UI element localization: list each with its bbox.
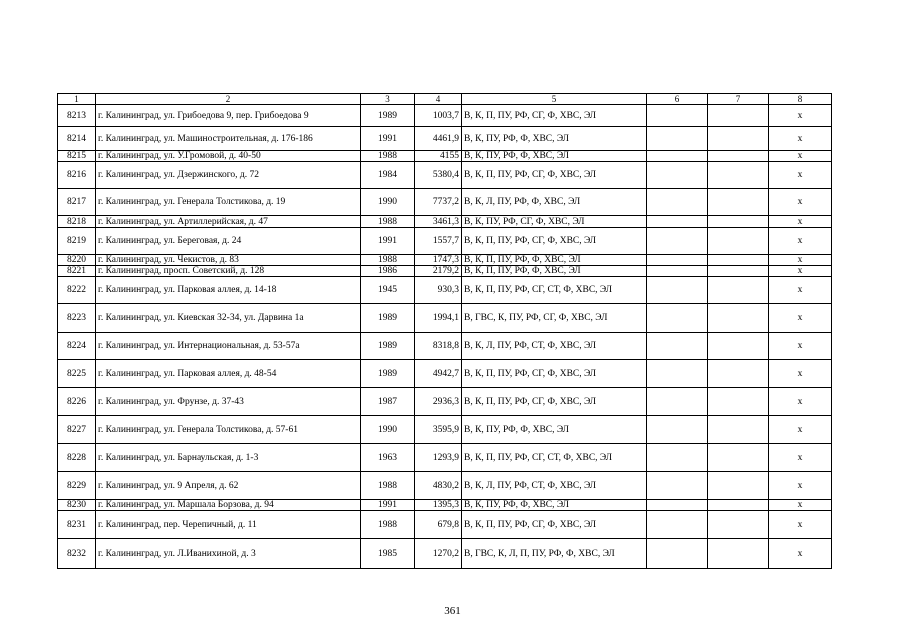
header-col-6: 6	[647, 94, 708, 105]
col-8-cell: х	[769, 127, 832, 151]
area-cell: 930,3	[415, 277, 462, 304]
row-number-cell: 8213	[58, 105, 96, 127]
row-number-cell: 8219	[58, 228, 96, 255]
col-7-cell	[708, 360, 769, 388]
year-cell: 1988	[361, 511, 415, 539]
year-cell: 1987	[361, 388, 415, 416]
address-cell: г. Калининград, пер. Черепичный, д. 11	[96, 511, 361, 539]
table-body	[58, 94, 832, 569]
col-7-cell	[708, 539, 769, 569]
equipment-cell: В, К, П, ПУ, РФ, СГ, Ф, ХВС, ЭЛ	[462, 105, 647, 127]
address-cell: г. Калининград, ул. Грибоедова 9, пер. Грибоедова 9	[96, 105, 361, 127]
col-7-cell	[708, 189, 769, 216]
table-row	[58, 105, 832, 127]
table-row	[58, 388, 832, 416]
header-col-7: 7	[708, 94, 769, 105]
col-8-cell: х	[769, 388, 832, 416]
area-cell: 8318,8	[415, 333, 462, 360]
table-row	[58, 360, 832, 388]
row-number-cell: 8225	[58, 360, 96, 388]
address-cell: г. Калининград, ул. Дзержинского, д. 72	[96, 162, 361, 189]
col-7-cell	[708, 304, 769, 333]
year-cell: 1988	[361, 216, 415, 228]
col-8-cell: х	[769, 500, 832, 511]
table-row	[58, 255, 832, 266]
header-col-8: 8	[769, 94, 832, 105]
year-cell: 1945	[361, 277, 415, 304]
area-cell: 3595,9	[415, 416, 462, 444]
table-row	[58, 444, 832, 472]
col-6-cell	[647, 500, 708, 511]
year-cell: 1990	[361, 189, 415, 216]
year-cell: 1990	[361, 416, 415, 444]
col-8-cell: х	[769, 539, 832, 569]
address-cell: г. Калининград, ул. 9 Апреля, д. 62	[96, 472, 361, 500]
row-number-cell: 8230	[58, 500, 96, 511]
address-cell: г. Калининград, ул. Парковая аллея, д. 48-54	[96, 360, 361, 388]
row-number-cell: 8218	[58, 216, 96, 228]
col-7-cell	[708, 162, 769, 189]
table-row	[58, 216, 832, 228]
table-header-row	[58, 94, 832, 105]
table-row	[58, 333, 832, 360]
area-cell: 1003,7	[415, 105, 462, 127]
area-cell: 1395,3	[415, 500, 462, 511]
address-cell: г. Калининград, ул. Маршала Борзова, д. 94	[96, 500, 361, 511]
table-row	[58, 266, 832, 277]
year-cell: 1988	[361, 255, 415, 266]
col-7-cell	[708, 228, 769, 255]
year-cell: 1988	[361, 472, 415, 500]
equipment-cell: В, ГВС, К, ПУ, РФ, СГ, Ф, ХВС, ЭЛ	[462, 304, 647, 333]
col-6-cell	[647, 360, 708, 388]
equipment-cell: В, К, Л, ПУ, РФ, Ф, ХВС, ЭЛ	[462, 189, 647, 216]
row-number-cell: 8224	[58, 333, 96, 360]
row-number-cell: 8231	[58, 511, 96, 539]
header-col-1: 1	[58, 94, 96, 105]
address-cell: г. Калининград, ул. Интернациональная, д. 53-57а	[96, 333, 361, 360]
table-row	[58, 511, 832, 539]
row-number-cell: 8228	[58, 444, 96, 472]
area-cell: 2179,2	[415, 266, 462, 277]
row-number-cell: 8227	[58, 416, 96, 444]
equipment-cell: В, К, П, ПУ, РФ, СГ, Ф, ХВС, ЭЛ	[462, 388, 647, 416]
col-6-cell	[647, 304, 708, 333]
col-6-cell	[647, 189, 708, 216]
col-8-cell: х	[769, 151, 832, 162]
row-number-cell: 8216	[58, 162, 96, 189]
year-cell: 1989	[361, 333, 415, 360]
year-cell: 1986	[361, 266, 415, 277]
col-7-cell	[708, 105, 769, 127]
address-cell: г. Калининград, ул. У.Громовой, д. 40-50	[96, 151, 361, 162]
year-cell: 1989	[361, 105, 415, 127]
col-8-cell: х	[769, 255, 832, 266]
equipment-cell: В, ГВС, К, Л, П, ПУ, РФ, Ф, ХВС, ЭЛ	[462, 539, 647, 569]
table-row	[58, 500, 832, 511]
col-6-cell	[647, 388, 708, 416]
col-6-cell	[647, 266, 708, 277]
year-cell: 1989	[361, 360, 415, 388]
col-7-cell	[708, 255, 769, 266]
address-cell: г. Калининград, ул. Барнаульская, д. 1-3	[96, 444, 361, 472]
area-cell: 3461,3	[415, 216, 462, 228]
table-row	[58, 228, 832, 255]
col-7-cell	[708, 277, 769, 304]
area-cell: 4942,7	[415, 360, 462, 388]
col-8-cell: х	[769, 472, 832, 500]
equipment-cell: В, К, Л, ПУ, РФ, СТ, Ф, ХВС, ЭЛ	[462, 333, 647, 360]
col-6-cell	[647, 472, 708, 500]
area-cell: 1994,1	[415, 304, 462, 333]
col-6-cell	[647, 216, 708, 228]
row-number-cell: 8222	[58, 277, 96, 304]
row-number-cell: 8232	[58, 539, 96, 569]
equipment-cell: В, К, П, ПУ, РФ, СГ, СТ, Ф, ХВС, ЭЛ	[462, 277, 647, 304]
year-cell: 1989	[361, 304, 415, 333]
col-8-cell: х	[769, 216, 832, 228]
col-8-cell: х	[769, 228, 832, 255]
year-cell: 1985	[361, 539, 415, 569]
equipment-cell: В, К, П, ПУ, РФ, СГ, СТ, Ф, ХВС, ЭЛ	[462, 444, 647, 472]
year-cell: 1991	[361, 500, 415, 511]
address-cell: г. Калининград, ул. Киевская 32-34, ул. Дарвина 1а	[96, 304, 361, 333]
col-7-cell	[708, 472, 769, 500]
table-row	[58, 151, 832, 162]
col-7-cell	[708, 444, 769, 472]
header-col-2: 2	[96, 94, 361, 105]
address-cell: г. Калининград, ул. Парковая аллея, д. 14-18	[96, 277, 361, 304]
row-number-cell: 8229	[58, 472, 96, 500]
table-row	[58, 472, 832, 500]
row-number-cell: 8220	[58, 255, 96, 266]
address-cell: г. Калининград, ул. Л.Иванихиной, д. 3	[96, 539, 361, 569]
year-cell: 1963	[361, 444, 415, 472]
table-row	[58, 162, 832, 189]
row-number-cell: 8214	[58, 127, 96, 151]
table-row	[58, 304, 832, 333]
address-cell: г. Калининград, ул. Береговая, д. 24	[96, 228, 361, 255]
housing-table	[57, 93, 832, 569]
address-cell: г. Калининград, ул. Генерала Толстикова, д. 19	[96, 189, 361, 216]
col-7-cell	[708, 333, 769, 360]
address-cell: г. Калининград, ул. Машиностроительная, д. 176-186	[96, 127, 361, 151]
col-7-cell	[708, 416, 769, 444]
col-8-cell: х	[769, 304, 832, 333]
area-cell: 4830,2	[415, 472, 462, 500]
year-cell: 1984	[361, 162, 415, 189]
area-cell: 4155	[415, 151, 462, 162]
area-cell: 1747,3	[415, 255, 462, 266]
area-cell: 2936,3	[415, 388, 462, 416]
header-col-3: 3	[361, 94, 415, 105]
col-7-cell	[708, 127, 769, 151]
col-7-cell	[708, 151, 769, 162]
area-cell: 1270,2	[415, 539, 462, 569]
address-cell: г. Калининград, ул. Артиллерийская, д. 47	[96, 216, 361, 228]
area-cell: 5380,4	[415, 162, 462, 189]
area-cell: 1557,7	[415, 228, 462, 255]
col-6-cell	[647, 127, 708, 151]
col-6-cell	[647, 511, 708, 539]
col-6-cell	[647, 444, 708, 472]
address-cell: г. Калининград, ул. Генерала Толстикова, д. 57-61	[96, 416, 361, 444]
row-number-cell: 8221	[58, 266, 96, 277]
equipment-cell: В, К, ПУ, РФ, Ф, ХВС, ЭЛ	[462, 416, 647, 444]
header-col-5: 5	[462, 94, 647, 105]
address-cell: г. Калининград, ул. Фрунзе, д. 37-43	[96, 388, 361, 416]
col-8-cell: х	[769, 162, 832, 189]
year-cell: 1991	[361, 228, 415, 255]
address-cell: г. Калининград, ул. Чекистов, д. 83	[96, 255, 361, 266]
row-number-cell: 8223	[58, 304, 96, 333]
col-8-cell: х	[769, 105, 832, 127]
equipment-cell: В, К, П, ПУ, РФ, СГ, Ф, ХВС, ЭЛ	[462, 162, 647, 189]
equipment-cell: В, К, ПУ, РФ, Ф, ХВС, ЭЛ	[462, 151, 647, 162]
table-row	[58, 277, 832, 304]
col-6-cell	[647, 228, 708, 255]
col-6-cell	[647, 151, 708, 162]
page-number: 361	[444, 605, 461, 617]
row-number-cell: 8226	[58, 388, 96, 416]
year-cell: 1991	[361, 127, 415, 151]
col-8-cell: х	[769, 444, 832, 472]
year-cell: 1988	[361, 151, 415, 162]
table-row	[58, 539, 832, 569]
col-6-cell	[647, 255, 708, 266]
col-8-cell: х	[769, 416, 832, 444]
col-6-cell	[647, 333, 708, 360]
equipment-cell: В, К, ПУ, РФ, СГ, Ф, ХВС, ЭЛ	[462, 216, 647, 228]
area-cell: 679,8	[415, 511, 462, 539]
equipment-cell: В, К, П, ПУ, РФ, СГ, Ф, ХВС, ЭЛ	[462, 360, 647, 388]
col-7-cell	[708, 216, 769, 228]
col-7-cell	[708, 511, 769, 539]
area-cell: 4461,9	[415, 127, 462, 151]
header-col-4: 4	[415, 94, 462, 105]
col-7-cell	[708, 500, 769, 511]
col-8-cell: х	[769, 333, 832, 360]
col-8-cell: х	[769, 511, 832, 539]
col-7-cell	[708, 266, 769, 277]
col-6-cell	[647, 162, 708, 189]
equipment-cell: В, К, ПУ, РФ, Ф, ХВС, ЭЛ	[462, 127, 647, 151]
col-7-cell	[708, 388, 769, 416]
equipment-cell: В, К, ПУ, РФ, Ф, ХВС, ЭЛ	[462, 500, 647, 511]
col-8-cell: х	[769, 360, 832, 388]
col-6-cell	[647, 416, 708, 444]
col-6-cell	[647, 277, 708, 304]
equipment-cell: В, К, П, ПУ, РФ, Ф, ХВС, ЭЛ	[462, 255, 647, 266]
equipment-cell: В, К, П, ПУ, РФ, Ф, ХВС, ЭЛ	[462, 266, 647, 277]
col-8-cell: х	[769, 189, 832, 216]
table-row	[58, 127, 832, 151]
col-8-cell: х	[769, 277, 832, 304]
address-cell: г. Калининград, просп. Советский, д. 128	[96, 266, 361, 277]
equipment-cell: В, К, Л, ПУ, РФ, СТ, Ф, ХВС, ЭЛ	[462, 472, 647, 500]
row-number-cell: 8215	[58, 151, 96, 162]
table-row	[58, 189, 832, 216]
area-cell: 7737,2	[415, 189, 462, 216]
equipment-cell: В, К, П, ПУ, РФ, СГ, Ф, ХВС, ЭЛ	[462, 228, 647, 255]
area-cell: 1293,9	[415, 444, 462, 472]
col-6-cell	[647, 105, 708, 127]
table-row	[58, 416, 832, 444]
col-6-cell	[647, 539, 708, 569]
equipment-cell: В, К, П, ПУ, РФ, СГ, Ф, ХВС, ЭЛ	[462, 511, 647, 539]
col-8-cell: х	[769, 266, 832, 277]
row-number-cell: 8217	[58, 189, 96, 216]
